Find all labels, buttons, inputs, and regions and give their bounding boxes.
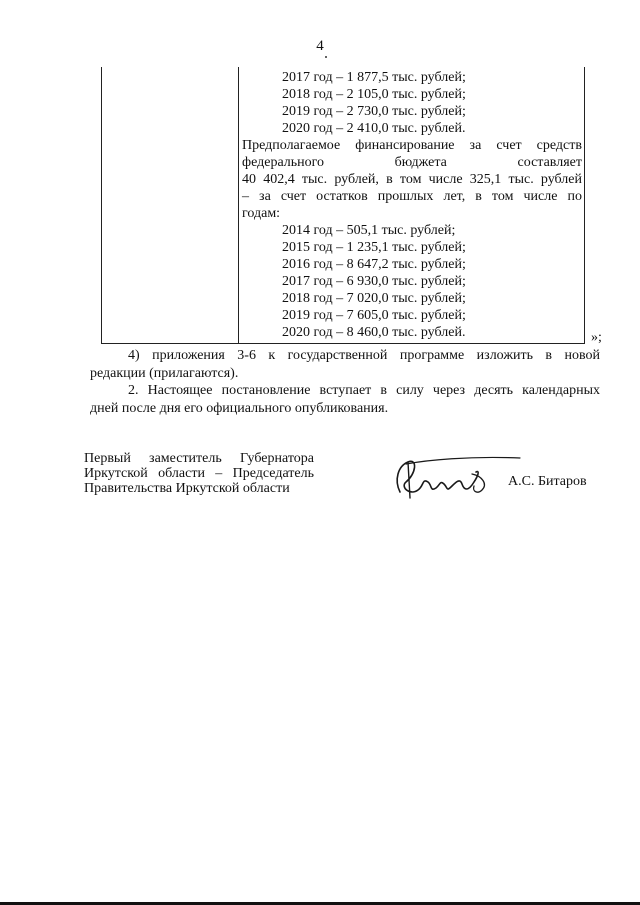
funding-line: 2014 год – 505,1 тыс. рублей; — [282, 223, 456, 238]
federal-text-line: федерального бюджета составляет — [242, 155, 582, 170]
paragraph-line: 2. Настоящее постановление вступает в силу через десять календарных — [128, 383, 600, 398]
signer-title-line: Иркутской области – Председатель — [84, 466, 314, 481]
signer-title-line: Первый заместитель Губернатора — [84, 451, 314, 466]
table-column-divider — [238, 67, 239, 343]
funding-line: 2018 год – 2 105,0 тыс. рублей; — [282, 87, 466, 102]
funding-line: 2020 год – 2 410,0 тыс. рублей. — [282, 121, 466, 136]
funding-line: 2018 год – 7 020,0 тыс. рублей; — [282, 291, 466, 306]
funding-line: 2015 год – 1 235,1 тыс. рублей; — [282, 240, 466, 255]
funding-line: 2016 год – 8 647,2 тыс. рублей; — [282, 257, 466, 272]
signer-title-line: Правительства Иркутской области — [84, 481, 290, 496]
paragraph-line: 4) приложения 3-6 к государственной программе изложить в новой — [128, 348, 600, 363]
funding-line: 2019 год – 7 605,0 тыс. рублей; — [282, 308, 466, 323]
paragraph-item-2 — [90, 382, 600, 418]
table-funding-cell — [242, 69, 582, 341]
signer-name: А.С. Битаров — [508, 474, 587, 489]
federal-text-line: годам: — [242, 206, 281, 221]
federal-text-line: 40 402,4 тыс. рублей, в том числе 325,1 тыс. рублей — [242, 172, 582, 187]
scan-dot — [325, 56, 327, 58]
signer-title — [84, 451, 314, 496]
paragraph-item-4 — [90, 347, 600, 383]
closing-quote-mark: »; — [591, 330, 602, 345]
funding-line: 2020 год – 8 460,0 тыс. рублей. — [282, 325, 466, 340]
federal-text-line: Предполагаемое финансирование за счет средств — [242, 138, 582, 153]
program-table — [101, 67, 585, 344]
federal-text-line: – за счет остатков прошлых лет, в том числе по — [242, 189, 582, 204]
handwritten-signature — [388, 452, 528, 504]
funding-line: 2017 год – 6 930,0 тыс. рублей; — [282, 274, 466, 289]
page-number: 4 — [316, 38, 324, 54]
paragraph-line: дней после дня его официального опубликования. — [90, 401, 389, 416]
paragraph-line: редакции (прилагаются). — [90, 366, 239, 381]
funding-line: 2017 год – 1 877,5 тыс. рублей; — [282, 70, 466, 85]
funding-line: 2019 год – 2 730,0 тыс. рублей; — [282, 104, 466, 119]
